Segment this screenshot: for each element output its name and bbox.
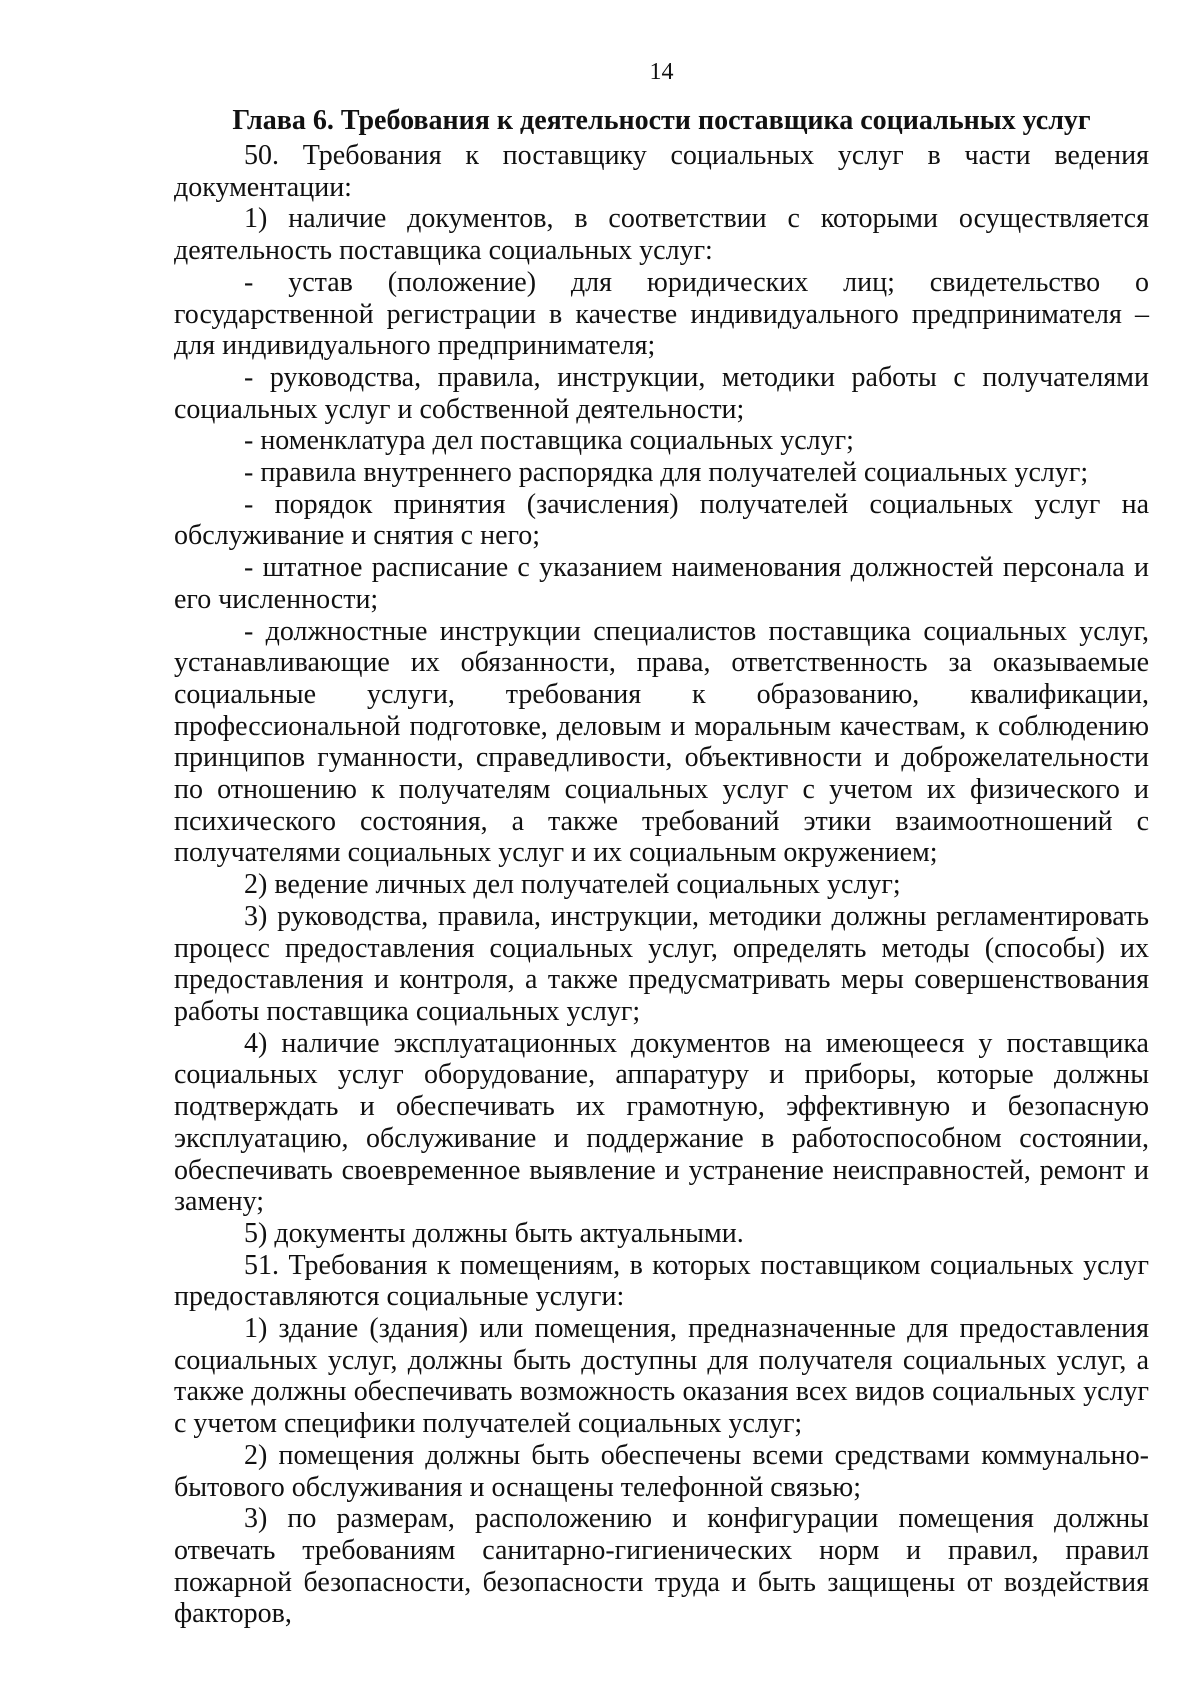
paragraph: 50. Требования к поставщику социальных услуг в части ведения документации:	[174, 140, 1149, 203]
paragraph: 5) документы должны быть актуальными.	[244, 1217, 744, 1249]
paragraph: 51. Требования к помещениям, в которых поставщиком социальных услуг предоставляются социальные услуги:	[174, 1249, 1149, 1313]
paragraph: 3) руководства, правила, инструкции, методики должны регламентировать процесс предоставления социальных услуг, определять методы (способы) их предоставления и контроля, а также предусматривать меры совершенствования работы поставщика социальных услуг;	[174, 900, 1149, 1027]
paragraph: - порядок принятия (зачисления) получателей социальных услуг на обслуживание и снятия с него;	[174, 488, 1149, 552]
paragraph: - номенклатура дел поставщика социальных услуг;	[244, 425, 854, 457]
paragraph: 3) по размерам, расположению и конфигурации помещения должны отвечать требованиям санитарно-гигиенических норм и правил, правил пожарной безопасности, безопасности труда и быть защищены от воздействия факторов,	[174, 1503, 1149, 1630]
paragraph: - штатное расписание с указанием наименования должностей персонала и его численности;	[174, 552, 1149, 615]
paragraph: 1) наличие документов, в соответствии с которыми осуществляется деятельность поставщика социальных услуг:	[174, 203, 1149, 267]
chapter-title: Глава 6. Требования к деятельности поставщика социальных услуг	[232, 105, 1091, 136]
paragraph: - руководства, правила, инструкции, методики работы с получателями социальных услуг и собственной деятельности;	[174, 361, 1149, 425]
page-number: 14	[649, 59, 674, 85]
paragraph: - устав (положение) для юридических лиц; свидетельство о государственной регистрации в качестве индивидуального предпринимателя – для индивидуального предпринимателя;	[174, 266, 1149, 362]
paragraph: - правила внутреннего распорядка для получателей социальных услуг;	[244, 457, 1089, 489]
paragraph: 2) помещения должны быть обеспечены всеми средствами коммунально-бытового обслуживания и оснащены телефонной связью;	[174, 1439, 1149, 1503]
paragraph: - должностные инструкции специалистов поставщика социальных услуг, устанавливающие их обязанности, права, ответственность за оказываемые социальные услуги, требования к образованию, квалификации, профессиональной подготовке, деловым и моральным качествам, к соблюдению принципов гуманности, справедливости, объективности и доброжелательности по отношению к получателям социальных услуг с учетом их физического и психического состояния, а также требований этики взаимоотношений с получателями социальных услуг и их социальным окружением;	[174, 615, 1149, 869]
paragraph: 1) здание (здания) или помещения, предназначенные для предоставления социальных услуг, должны быть доступны для получателя социальных услуг, а также должны обеспечивать возможность оказания всех видов социальных услуг с учетом специфики получателей социальных услуг;	[174, 1313, 1149, 1440]
paragraph: 4) наличие эксплуатационных документов на имеющееся у поставщика социальных услуг оборудование, аппаратуру и приборы, которые должны подтверждать и обеспечивать их грамотную, эффективную и безопасную эксплуатацию, обслуживание и поддержание в работоспособном состоянии, обеспечивать своевременное выявление и устранение неисправностей, ремонт и замену;	[174, 1027, 1149, 1218]
document-body	[174, 140, 1149, 1630]
paragraph: 2) ведение личных дел получателей социальных услуг;	[244, 869, 901, 901]
